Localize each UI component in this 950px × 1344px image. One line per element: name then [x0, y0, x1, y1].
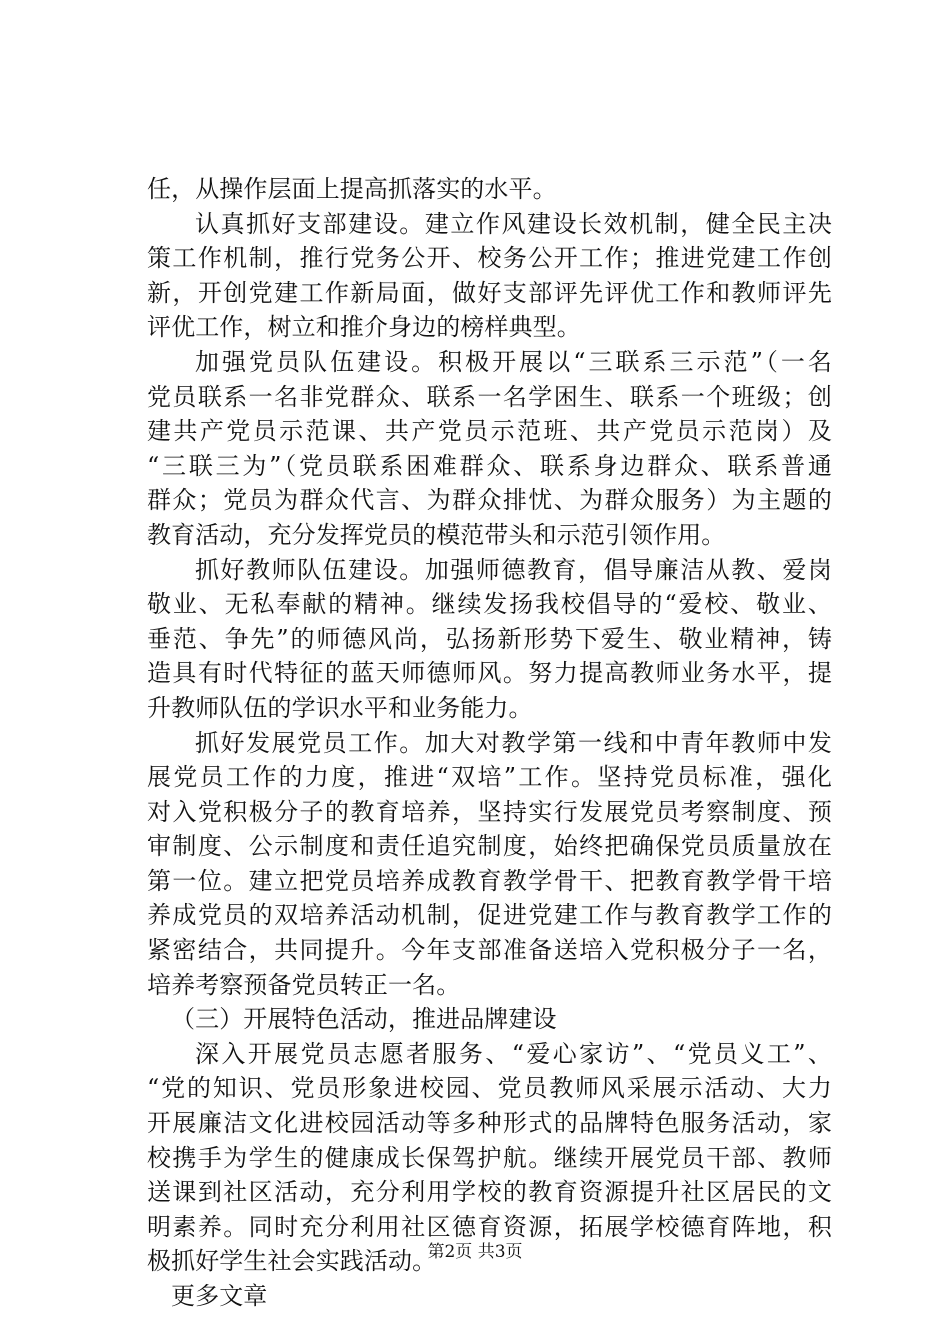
- paragraph-line: 抓好教师队伍建设。加强师德教育，倡导廉洁从教、爱岗: [195, 555, 832, 584]
- paragraph-line: 任，从操作层面上提高抓落实的水平。: [147, 175, 557, 203]
- paragraph-line: 抓好发展党员工作。加大对教学第一线和中青年教师中发: [195, 728, 832, 757]
- paragraph-line: 极抓好学生社会实践活动。: [147, 1247, 437, 1276]
- more-articles-text: 更多文章: [171, 1282, 268, 1310]
- paragraph-line: 对入党积极分子的教育培养，坚持实行发展党员考察制度、预: [147, 797, 832, 826]
- paragraph-line: 建共产党员示范课、共产党员示范班、共产党员示范岗）及: [147, 417, 832, 446]
- paragraph-line: 加强党员队伍建设。积极开展以“三联系三示范”（一名: [195, 347, 832, 376]
- paragraph-line: 第一位。建立把党员培养成教育教学骨干、把教育教学骨干培: [147, 866, 832, 895]
- paragraph-line: 紧密结合，共同提升。今年支部准备送培入党积极分子一名，: [147, 936, 832, 965]
- page-footer: 第2页 共3页: [427, 1242, 523, 1262]
- paragraph-line: “三联三为”（党员联系困难群众、联系身边群众、联系普通: [147, 451, 832, 480]
- paragraph-line: 造具有时代特征的蓝天师德师风。努力提高教师业务水平，提: [147, 659, 832, 688]
- paragraph-line: 升教师队伍的学识水平和业务能力。: [147, 693, 533, 722]
- paragraph-line: 展党员工作的力度，推进“双培”工作。坚持党员标准，强化: [147, 763, 832, 792]
- paragraph-line: 校携手为学生的健康成长保驾护航。继续开展党员干部、教师: [147, 1143, 832, 1172]
- paragraph-line: “党的知识、党员形象进校园、党员教师风采展示活动、大力: [147, 1074, 832, 1103]
- paragraph-line: 策工作机制，推行党务公开、校务公开工作；推进党建工作创: [147, 244, 832, 273]
- paragraph-line: 认真抓好支部建设。建立作风建设长效机制，健全民主决: [195, 209, 832, 238]
- paragraph-line: 垂范、争先”的师德风尚，弘扬新形势下爱生、敬业精神，铸: [147, 624, 832, 653]
- paragraph-line: 养成党员的双培养活动机制，促进党建工作与教育教学工作的: [147, 901, 832, 930]
- paragraph-line: 党员联系一名非党群众、联系一名学困生、联系一个班级；创: [147, 382, 832, 411]
- paragraph-line: 新，开创党建工作新局面，做好支部评先评优工作和教师评先: [147, 278, 832, 307]
- paragraph-line: 敬业、无私奉献的精神。继续发扬我校倡导的“爱校、敬业、: [147, 590, 832, 619]
- document-body: [147, 172, 832, 1314]
- paragraph-line: 审制度、公示制度和责任追究制度，始终把确保党员质量放在: [147, 832, 832, 861]
- paragraph-line: 送课到社区活动，充分利用学校的教育资源提升社区居民的文: [147, 1178, 832, 1207]
- paragraph-line: 评优工作，树立和推介身边的榜样典型。: [147, 313, 581, 342]
- paragraph-line: 明素养。同时充分利用社区德育资源，拓展学校德育阵地，积: [147, 1212, 832, 1241]
- section-heading: （三）开展特色活动，推进品牌建设: [171, 1005, 557, 1034]
- paragraph-line: 开展廉洁文化进校园活动等多种形式的品牌特色服务活动，家: [147, 1109, 832, 1138]
- paragraph-line: 群众；党员为群众代言、为群众排忧、为群众服务）为主题的: [147, 486, 832, 515]
- paragraph-line: 教育活动，充分发挥党员的模范带头和示范引领作用。: [147, 520, 726, 549]
- paragraph-line: 培养考察预备党员转正一名。: [147, 970, 461, 999]
- paragraph-line: 深入开展党员志愿者服务、“爱心家访”、“党员义工”、: [195, 1039, 832, 1068]
